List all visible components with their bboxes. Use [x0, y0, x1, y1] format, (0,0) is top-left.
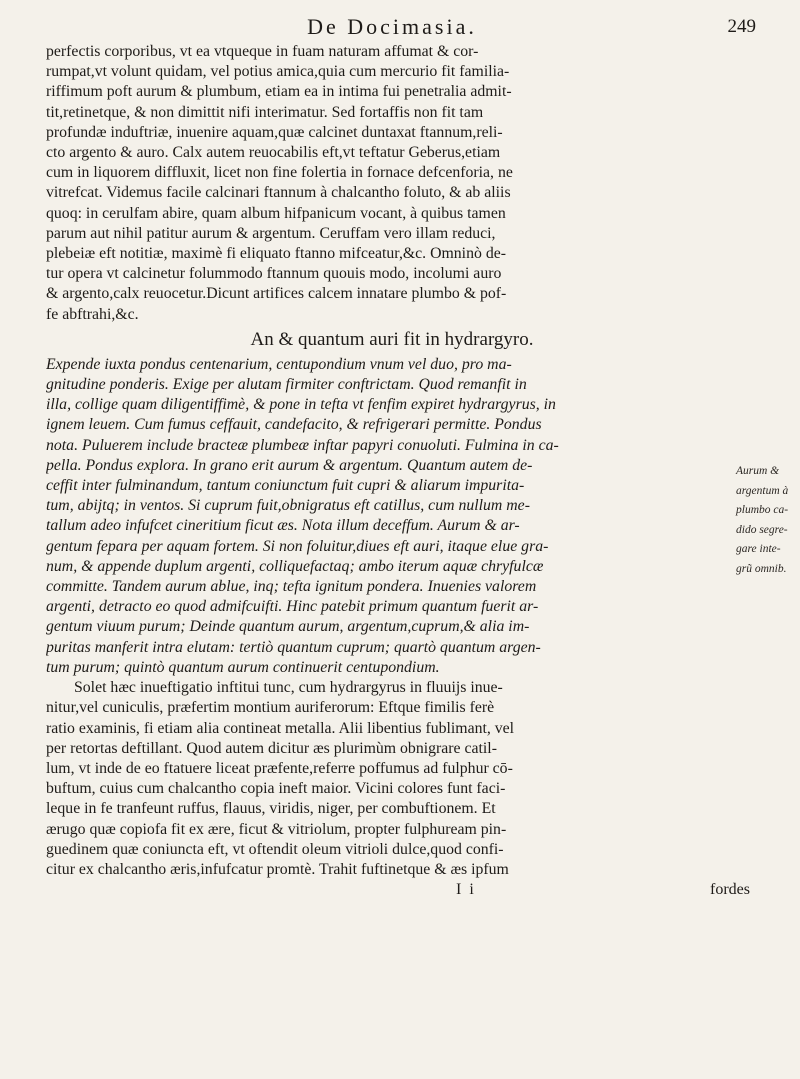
text-line: quoq: in cerulfam abire, quam album hifpanicum vocant, à quibus tamen	[46, 204, 506, 222]
main-text	[46, 42, 738, 880]
text-line: guedinem quæ coniuncta eft, vt oftendit oleum vitrioli dulce,quod confi-	[46, 840, 504, 858]
text-line: tit,retinetque, & non dimittit nifi interimatur. Sed fortaffis non fit tam	[46, 103, 484, 121]
text-line: rumpat,vt volunt quidam, vel potius amica,quia cum mercurio fit familia-	[46, 63, 510, 81]
signature-mark: I i	[456, 881, 476, 899]
text-line: ignem leuem. Cum fumus ceffauit, candefacito, & refrigerari permitte. Pondus	[46, 416, 542, 434]
text-line: nitur,vel cuniculis, præfertim montium auriferorum: Eftque fimilis ferè	[46, 699, 495, 717]
page-header	[46, 12, 756, 42]
text-line: puritas manferit intra elutam: tertiò quantum cuprum; quartò quantum argen-	[46, 638, 541, 656]
text-line: tur opera vt calcinetur folummodo ftannum quouis modo, incolumi auro	[46, 265, 502, 283]
text-line: cum in liquorem diffluxit, licet non fine folertia in fornace defcenforia, ne	[46, 164, 513, 182]
margin-note	[736, 462, 798, 579]
margin-note-line: gare inte-	[736, 543, 781, 555]
margin-note-line: argentum à	[736, 484, 789, 497]
text-line: argenti, detracto eo quod admifcuifti. Hinc patebit primum quantum fuerit ar-	[46, 598, 539, 616]
text-line: & argento,calx reuocetur.Dicunt artifices calcem innatare plumbo & pof-	[46, 285, 507, 303]
margin-note-line: dido segre-	[736, 523, 788, 536]
page-number: 249	[727, 16, 756, 37]
paragraph-3	[46, 678, 738, 880]
running-title: De Docimasia.	[307, 14, 477, 39]
text-line: gentum viuum purum; Deinde quantum aurum, argentum,cuprum,& alia im-	[46, 618, 530, 636]
text-line: num, & appende duplum argenti, colliquefactaq; ambo iterum aquæ chryfulcæ	[46, 557, 544, 575]
paragraph-1	[46, 42, 738, 325]
text-line: ratio examinis, fi etiam alia contineat metalla. Alii libentius fublimant, vel	[46, 719, 515, 737]
text-line: plebeiæ eft notitiæ, maximè fi eliquato ftanno mifceatur,&c. Omninò de-	[46, 245, 506, 263]
text-line: illa, collige quam diligentiffimè, & pone in tefta vt fenfim expiret hydrargyrus, in	[46, 396, 556, 414]
text-line: parum aut nihil patitur aurum & argentum. Ceruffam vero illam reduci,	[46, 224, 496, 242]
text-line: vitrefcat. Videmus facile calcinari ftannum à chalcantho foluto, & ab aliis	[46, 184, 511, 202]
text-line: tum, abijtq; in ventos. Si cuprum fuit,obnigratus eft catillus, cum nullum me-	[46, 497, 530, 515]
margin-note-line: grũ omnib.	[736, 562, 787, 575]
margin-note-line: Aurum &	[736, 465, 780, 477]
catchword: fordes	[710, 881, 750, 899]
text-line: Solet hæc inueftigatio inftitui tunc, cum hydrargyrus in fluuijs inue-	[74, 679, 503, 697]
text-line: perfectis corporibus, vt ea vtqueque in fuam naturam affumat & cor-	[46, 43, 479, 60]
text-line: riffimum poft aurum & plumbum, etiam ea in intima fui penetralia admit-	[46, 83, 512, 101]
section-heading: An & quantum auri fit in hydrargyro.	[250, 328, 534, 350]
text-line: citur ex chalcantho æris,infufcatur promtè. Trahit fuftinetque & æs ipfum	[46, 860, 509, 878]
page-footer	[46, 880, 750, 902]
text-line: ceffit inter fulminandum, tantum coniunctum fuit cupri & aliarum impurita-	[46, 477, 525, 495]
text-line: cto argento & auro. Calx autem reuocabilis eft,vt teftatur Geberus,etiam	[46, 144, 501, 162]
text-line: ærugo quæ copiofa fit ex ære, ficut & vitriolum, propter fulphuream pin-	[46, 820, 507, 838]
text-line: leque in fe tranfeunt ruffus, flauus, viridis, niger, per combuftionem. Et	[46, 800, 496, 818]
text-line: buftum, cuius cum chalcantho copia ineft maior. Vicini colores funt faci-	[46, 780, 506, 798]
paragraph-2	[46, 355, 738, 678]
text-line: pella. Pondus explora. In grano erit aurum & argentum. Quantum autem de-	[46, 456, 533, 474]
text-line: committe. Tandem aurum ablue, inq; tefta ignitum pondera. Inuenies valorem	[46, 578, 537, 596]
text-line: gnitudine ponderis. Exige per alutam firmiter conftrictam. Quod remanfit in	[46, 376, 527, 394]
text-line: lum, vt inde de eo ftatuere liceat præfente,referre poffumus ad fulphur cō-	[46, 759, 513, 777]
text-line: Expende iuxta pondus centenarium, centupondium vnum vel duo, pro ma-	[46, 355, 512, 373]
text-line: fe abftrahi,&c.	[46, 305, 139, 323]
text-line: tallum adeo infufcet cineritium ficut æs. Nota illum deceffum. Aurum & ar-	[46, 517, 520, 535]
text-line: gentum fepara per aquam fortem. Si non foluitur,diues eft auri, itaque elue gra-	[46, 537, 549, 555]
text-line: tum purum; quintò quantum aurum continuerit centupondium.	[46, 658, 440, 676]
text-line: profundæ induftriæ, inuenire aquam,quæ calcinet duntaxat ftannum,reli-	[46, 123, 503, 141]
margin-note-line: plumbo ca-	[736, 504, 789, 516]
text-line: nota. Puluerem include bracteæ plumbeæ inftar papyri conuoluti. Fulmina in ca-	[46, 436, 559, 454]
text-line: per retortas deftillant. Quod autem dicitur æs plurimùm obnigrare catil-	[46, 739, 497, 757]
